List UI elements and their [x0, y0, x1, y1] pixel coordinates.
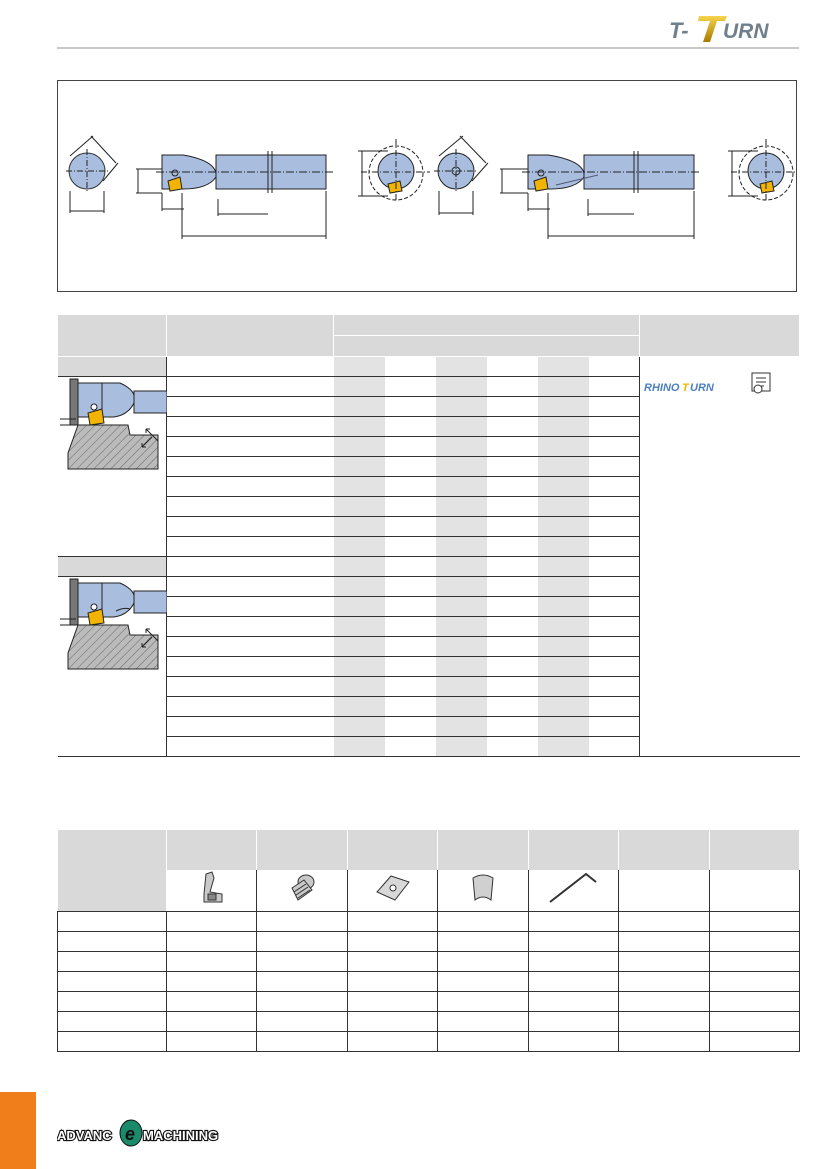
svg-text:URN: URN [723, 20, 769, 43]
page-ref-icon [752, 373, 770, 393]
parts-header-insert [348, 830, 438, 870]
svg-text:RHINO: RHINO [644, 382, 680, 394]
svg-text:T-: T- [669, 18, 689, 43]
table-row [58, 1032, 800, 1052]
parts-header-extra-1 [619, 830, 710, 870]
insert-icon [348, 870, 438, 912]
advancemachining-logo [57, 1118, 229, 1153]
parts-blank-cell-2 [710, 870, 800, 912]
boring-bar-figure-1 [58, 377, 167, 557]
parts-header-extra-2 [710, 830, 800, 870]
spare-parts-table [57, 830, 800, 1052]
header-insert [640, 315, 800, 357]
rhinoturn-logo [644, 371, 779, 406]
holder-spec-table [57, 314, 800, 757]
table-row [58, 357, 800, 377]
svg-text:ADVANC: ADVANC [57, 1128, 112, 1143]
header-figure [58, 315, 167, 357]
header-designation [167, 315, 334, 357]
table-row [58, 992, 800, 1012]
header-dimensions [334, 315, 640, 336]
parts-header-shim [438, 830, 529, 870]
page-tab [0, 1092, 36, 1169]
parts-blank-cell-1 [619, 870, 710, 912]
table-row [58, 932, 800, 952]
parts-header-designation [58, 830, 167, 912]
table-row [58, 1012, 800, 1032]
brand-logo [665, 10, 805, 46]
insert-note [640, 357, 800, 757]
boring-bar-figure-2 [58, 577, 167, 757]
group-label-2 [58, 557, 167, 577]
parts-header-screw [257, 830, 348, 870]
group-label-1 [58, 357, 167, 377]
svg-text:T: T [682, 382, 689, 394]
parts-header-key [529, 830, 619, 870]
screw-icon [257, 870, 348, 912]
table-row [58, 952, 800, 972]
svg-text:MACHINING: MACHINING [143, 1128, 219, 1143]
dimension-drawing [57, 80, 797, 292]
svg-text:URN: URN [690, 382, 714, 394]
table-row [58, 912, 800, 932]
shim-icon [438, 870, 529, 912]
svg-text:e: e [125, 1124, 136, 1144]
table-row [58, 972, 800, 992]
clamp-icon [167, 870, 257, 912]
parts-header-clamp [167, 830, 257, 870]
header-subdimensions [334, 336, 640, 357]
header-rule [57, 47, 799, 49]
hex-key-icon [529, 870, 619, 912]
